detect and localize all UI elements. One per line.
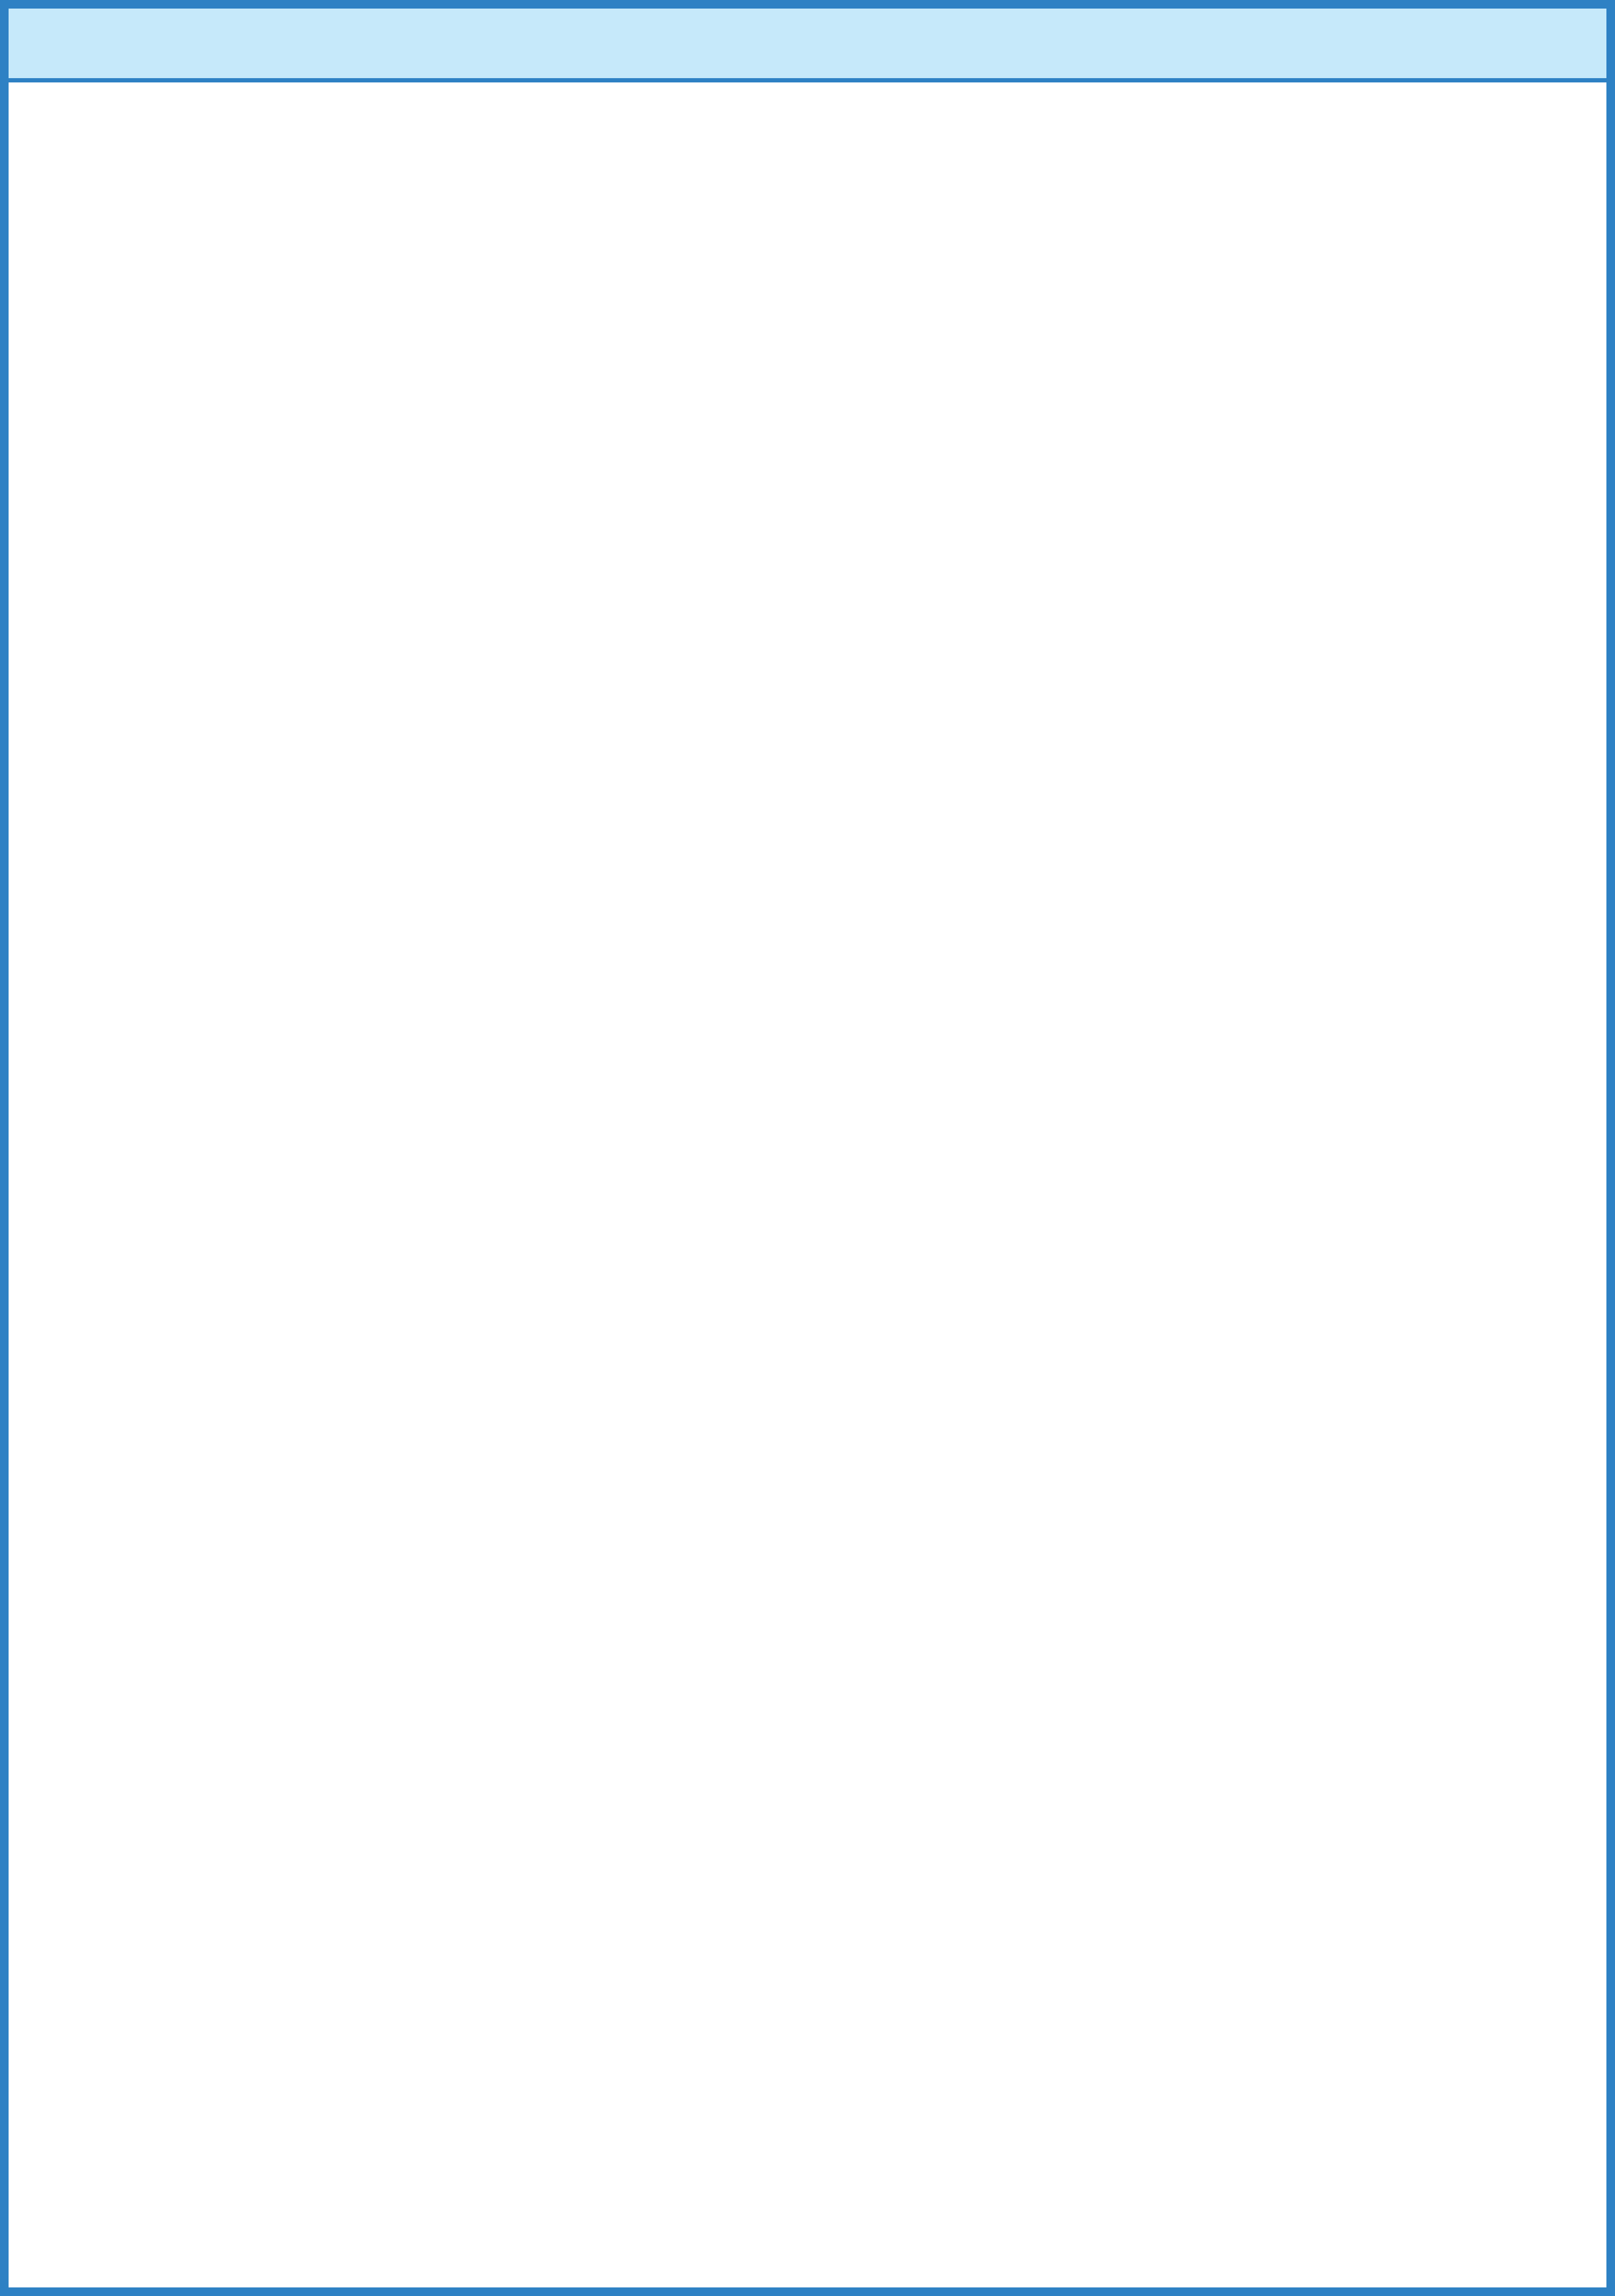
saturday-header-band: [9, 9, 1606, 82]
